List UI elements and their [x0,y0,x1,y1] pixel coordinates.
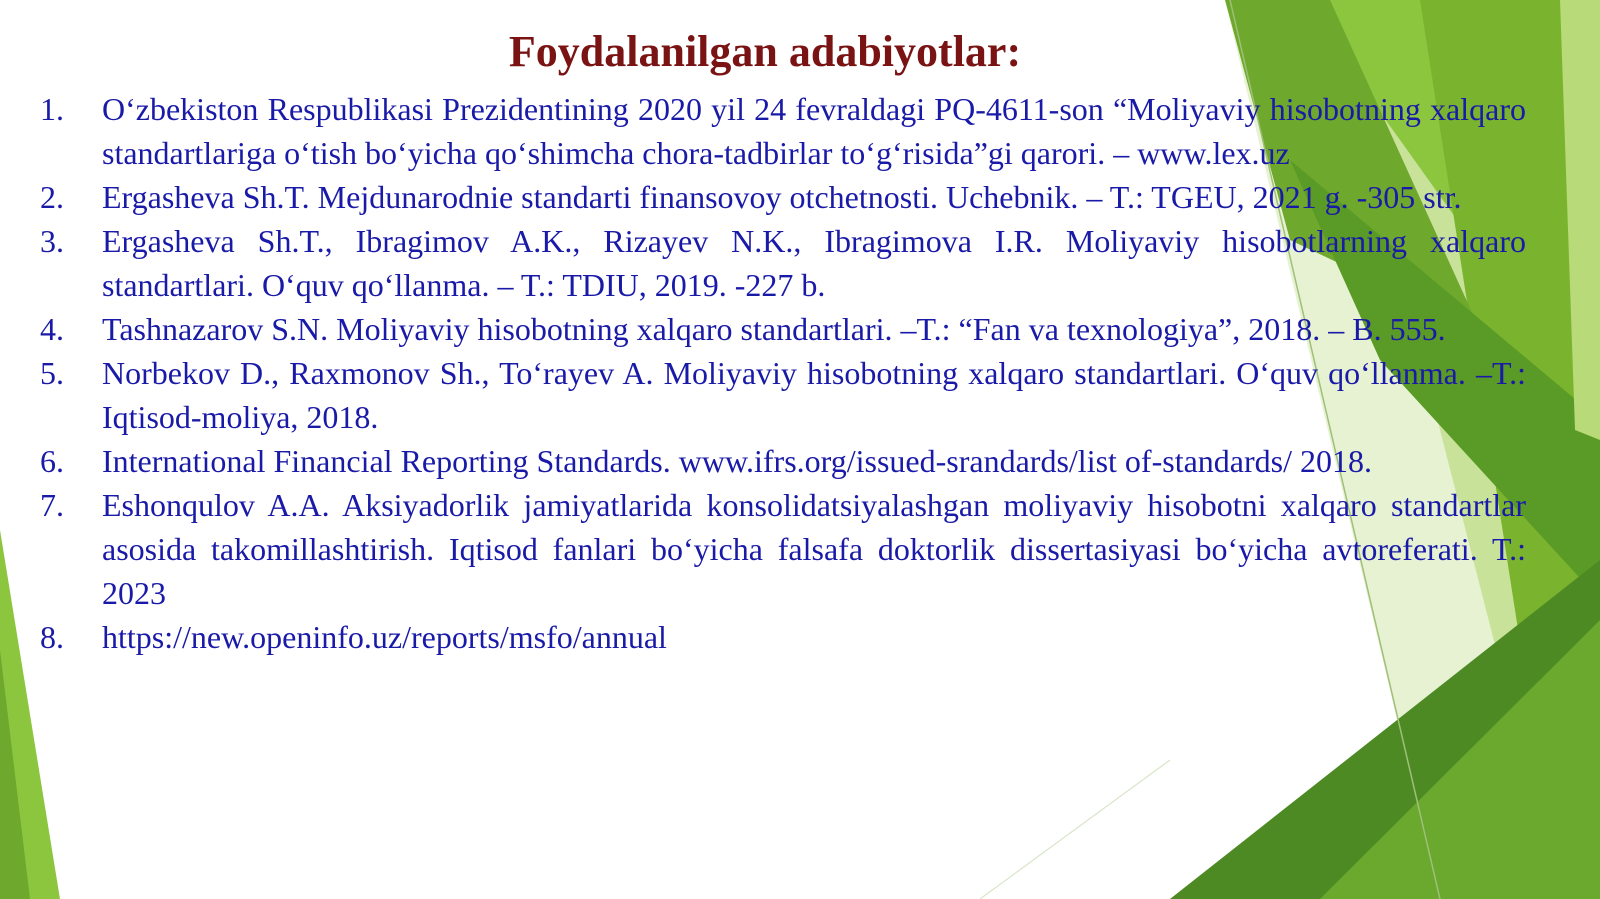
reference-text: Norbekov D., Raxmonov Sh., To‘rayev A. Moliyaviy hisobotning xalqaro standartlari. O‘quv qo‘llanma. –T.: Iqtisod-moliya, 2018. [102,355,1526,435]
reference-number: 6. [40,443,64,479]
reference-number: 8. [40,619,64,655]
reference-text: International Financial Reporting Standards. www.ifrs.org/issued-srandards/list of-standards/ 2018. [102,443,1372,479]
thin-faint-line [980,760,1170,899]
reference-number: 2. [40,179,64,215]
reference-item-3 [40,219,1526,307]
reference-item-7 [40,483,1526,615]
reference-item-2 [40,175,1526,219]
reference-text: Eshonqulov A.A. Aksiyadorlik jamiyatlarida konsolidatsiyalashgan moliyaviy hisobotni xalqaro standartlar asosida takomillashtirish. Iqtisod fanlari bo‘yicha falsafa doktorlik dissertasiyasi bo‘yicha avtoreferati. T.: 2023 [102,487,1526,611]
reference-link[interactable]: https://new.openinfo.uz/reports/msfo/annual [102,619,667,655]
reference-text: Tashnazarov S.N. Moliyaviy hisobotning xalqaro standartlari. –T.: “Fan va texnologiya”, 2018. – B. 555. [102,311,1446,347]
reference-item-6 [40,439,1526,483]
reference-number: 7. [40,487,64,523]
reference-item-8 [40,615,1526,659]
slide-title: Foydalanilgan adabiyotlar: [508,27,1022,76]
reference-item-5 [40,351,1526,439]
reference-text: O‘zbekiston Respublikasi Prezidentining 2020 yil 24 fevraldagi PQ-4611-son “Moliyaviy hisobotning xalqaro standartlariga o‘tish bo‘yicha qo‘shimcha chora-tadbirlar to‘g‘risida”gi qarori. – www.lex.uz [102,91,1526,171]
reference-text: Ergasheva Sh.T., Ibragimov A.K., Rizayev N.K., Ibragimova I.R. Moliyaviy hisobotlarning xalqaro standartlari. O‘quv qo‘llanma. – T.: TDIU, 2019. -227 b. [102,223,1526,303]
reference-text: Ergasheva Sh.T. Mejdunarodnie standarti finansovoy otchetnosti. Uchebnik. – T.: TGEU, 2021 g. -305 str. [102,179,1462,215]
reference-number: 4. [40,311,64,347]
reference-item-1 [40,87,1526,175]
reference-number: 5. [40,355,64,391]
reference-list [40,87,1526,659]
reference-number: 1. [40,91,64,127]
reference-number: 3. [40,223,64,259]
reference-item-4 [40,307,1526,351]
